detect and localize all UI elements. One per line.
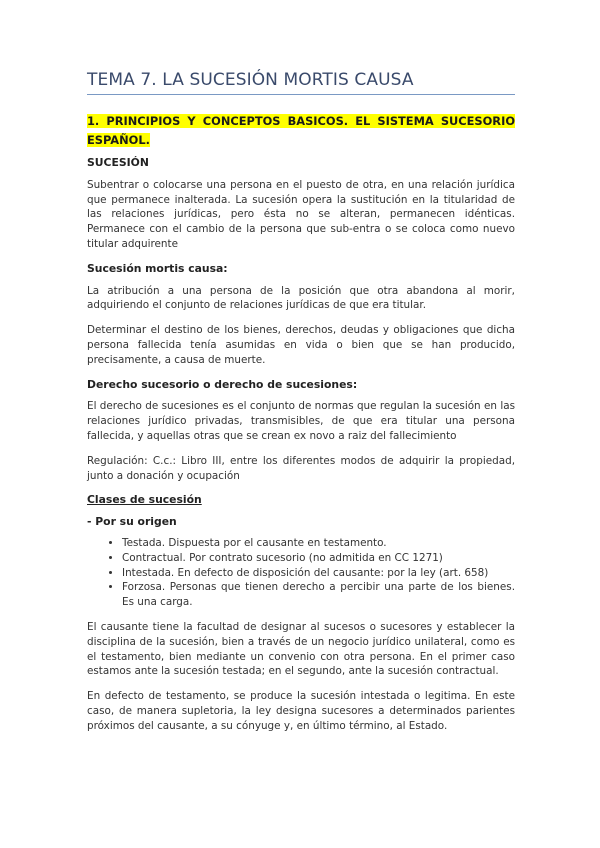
derecho-paragraph-2: Regulación: C.c.: Libro III, entre los diferentes modos de adquirir la propiedad, junto a donación y ocupación — [87, 454, 515, 482]
document-body — [87, 112, 515, 744]
highlighted-heading-text: 1. PRINCIPIOS Y CONCEPTOS BASICOS. EL SISTEMA SUCESORIO ESPAÑOL. — [87, 114, 515, 147]
derecho-heading: Derecho sucesorio o derecho de sucesiones: — [87, 377, 358, 391]
clases-heading: Clases de sucesión — [87, 493, 202, 507]
mortis-causa-paragraph-1: La atribución a una persona de la posición que otra abandona al morir, adquiriendo el conjunto de relaciones jurídicas de que era titular. — [87, 284, 515, 312]
mortis-causa-heading: Sucesión mortis causa: — [87, 261, 228, 275]
clases-paragraph-2: En defecto de testamento, se produce la sucesión intestada o legitima. En este caso, de manera supletoria, la ley designa sucesores a determinados parientes próximos del causante, a su cónyuge y, en último término, al Estado. — [87, 690, 515, 732]
clases-list — [87, 536, 515, 610]
page-title: TEMA 7. LA SUCESIÓN MORTIS CAUSA — [87, 70, 515, 95]
derecho-paragraph-1: El derecho de sucesiones es el conjunto de normas que regulan la sucesión en las relaciones jurídico privadas, transmisibles, de que era titular una persona fallecida, y aquellas otras que se crean ex novo a raiz del fallecimiento — [87, 400, 515, 442]
mortis-causa-paragraph-2: Determinar el destino de los bienes, derechos, deudas y obligaciones que dicha persona fallecida tenía asumidas en vida o bien que se han producido, precisamente, a causa de muerte. — [87, 324, 515, 366]
sucesion-heading: SUCESIÓN — [87, 156, 149, 169]
list-item: • Testada. Dispuesta por el causante en testamento. — [122, 536, 515, 551]
sucesion-paragraph: Subentrar o colocarse una persona en el puesto de otra, en una relación jurídica que permanece inalterada. La sucesión opera la sustitución en la titularidad de las relaciones jurídicas, pero ésta no se alteran, permanecen idénticas. Permanece con el cambio de la persona que sub-entra o se coloca como nuevo titular adquirente — [87, 178, 515, 250]
list-item: • Contractual. Por contrato sucesorio (no admitida en CC 1271) — [122, 551, 515, 566]
clases-paragraph-1: El causante tiene la facultad de designar al sucesos o sucesores y establecer la disciplina de la sucesión, bien a través de un negocio jurídico unilateral, como es el testamento, bien mediante un convenio con otra persona. En el primer caso estamos ante la sucesión testada; en el segundo, ante la sucesión contractual. — [87, 620, 515, 678]
section-heading — [87, 112, 515, 150]
clases-subheading: - Por su origen — [87, 515, 177, 529]
list-item: • Intestada. En defecto de disposición del causante: por la ley (art. 658) — [122, 566, 515, 581]
list-item: • Forzosa. Personas que tienen derecho a percibir una parte de los bienes. Es una carga. — [122, 580, 515, 610]
